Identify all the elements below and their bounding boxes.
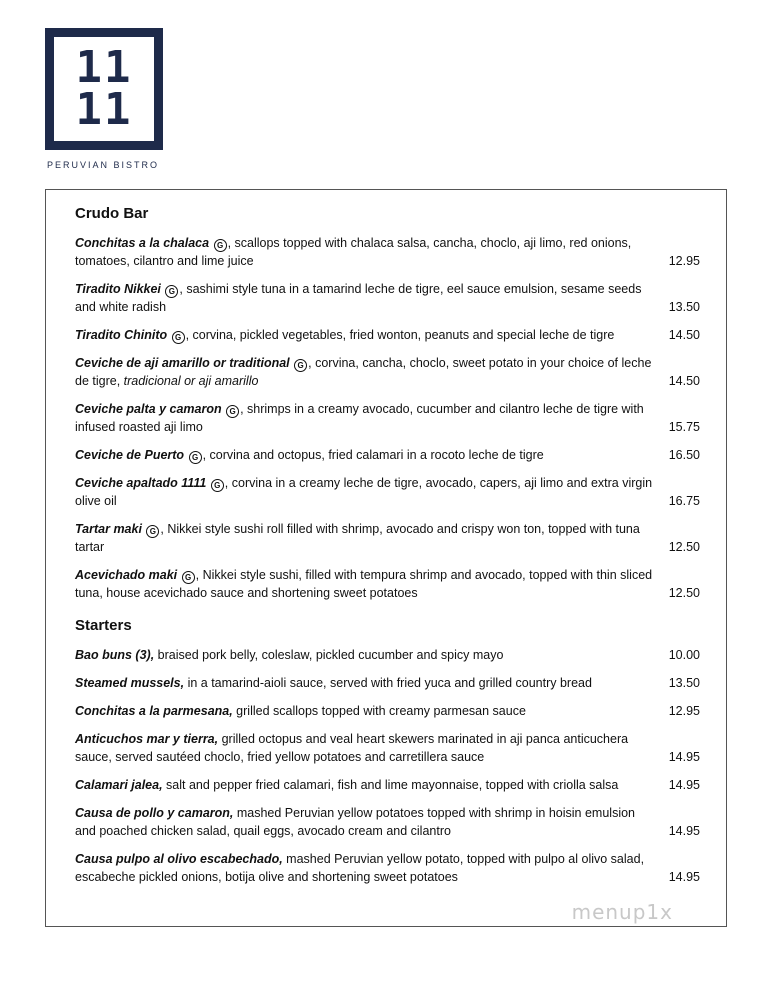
logo-inner [54,37,154,141]
menu-item-name: Ceviche apaltado 1111 [75,476,207,490]
gluten-free-icon: G [172,331,185,344]
menu-item-text [75,474,655,510]
menu-item [75,474,700,510]
menu-item-name: Acevichado maki [75,568,178,582]
menu-item [75,446,700,464]
menu-item-description: , shrimps in a creamy avocado, cucumber and cilantro leche de tigre with infused roasted aji limo [75,402,644,434]
menu-item-description: , corvina, pickled vegetables, fried wonton, peanuts and special leche de tigre [185,328,615,342]
menu-item-text [75,520,655,556]
menu-item-price: 14.50 [668,374,700,388]
menu-item-name: Ceviche de Puerto [75,448,185,462]
menu-box [45,189,727,927]
menu-item-price: 13.50 [668,300,700,314]
menu-item-description: , corvina and octopus, fried calamari in a rocoto leche de tigre [202,448,544,462]
menu-item-description: braised pork belly, coleslaw, pickled cucumber and spicy mayo [154,648,504,662]
logo-line-top: 11 [75,42,133,93]
menu-item-price: 12.95 [668,254,700,268]
menu-item-name: Steamed mussels, [75,676,185,690]
menu-item [75,776,700,794]
menu-item-text [75,326,655,344]
menu-item-description: , scallops topped with chalaca salsa, cancha, choclo, aji limo, red onions, tomatoes, cilantro and lime juice [75,236,632,268]
menu-item-price: 12.50 [668,586,700,600]
gluten-free-icon: G [211,479,224,492]
menu-item-price: 12.95 [668,704,700,718]
menu-item-description: in a tamarind-aioli sauce, served with fried yuca and grilled country bread [184,676,592,690]
menu-item-text [75,446,655,464]
menu-item-price: 14.95 [668,750,700,764]
menu-item-description: , sashimi style tuna in a tamarind leche de tigre, eel sauce emulsion, sesame seeds and white radish [75,282,642,314]
logo-line-bottom: 11 [75,84,133,135]
menu-item-name: Ceviche palta y camaron [75,402,222,416]
menu-item-name: Causa de pollo y camaron, [75,806,234,820]
menu-item-name: Calamari jalea, [75,778,163,792]
gluten-free-icon: G [146,525,159,538]
section-title: Starters [75,617,132,634]
menu-item [75,400,700,436]
watermark: menup1x [571,900,673,924]
menu-item-description: mashed Peruvian yellow potatoes topped with shrimp in hoisin emulsion and poached chicken salad, quail eggs, avocado cream and cilantro [75,806,635,838]
menu-item-price: 14.95 [668,778,700,792]
menu-item-text [75,850,655,886]
menu-item-price: 15.75 [668,420,700,434]
gluten-free-icon: G [189,451,202,464]
menu-item-price: 16.50 [668,448,700,462]
menu-item-name: Causa pulpo al olivo escabechado, [75,852,283,866]
menu-item [75,674,700,692]
menu-item [75,646,700,664]
menu-item-description: , corvina in a creamy leche de tigre, avocado, capers, aji limo and extra virgin olive oil [75,476,653,508]
gluten-free-icon: G [182,571,195,584]
menu-item [75,804,700,840]
menu-item-name: Anticuchos mar y tierra, [75,732,219,746]
menu-item [75,520,700,556]
gluten-free-icon: G [226,405,239,418]
menu-item [75,326,700,344]
menu-item-description: salt and pepper fried calamari, fish and lime mayonnaise, topped with criolla salsa [162,778,619,792]
menu-item-text [75,234,655,270]
menu-item-description: , Nikkei style sushi roll filled with shrimp, avocado and crispy won ton, topped with tuna tartar [75,522,640,554]
menu-item-text [75,702,655,720]
menu-item-price: 12.50 [668,540,700,554]
menu-item-description: grilled scallops topped with creamy parmesan sauce [232,704,526,718]
menu-item [75,850,700,886]
menu-item-text [75,400,655,436]
menu-item-name: Tartar maki [75,522,142,536]
menu-item-text [75,566,655,602]
menu-item-price: 10.00 [668,648,700,662]
logo [45,28,163,150]
menu-item-name: Bao buns (3), [75,648,155,662]
menu-item-description: mashed Peruvian yellow potato, topped with pulpo al olivo salad, escabeche pickled onions, botija olive and shortening sweet potatoes [75,852,645,884]
menu-item [75,566,700,602]
menu-item [75,280,700,316]
menu-item [75,354,700,390]
menu-item [75,702,700,720]
menu-item-text [75,646,655,664]
menu-item-description: , Nikkei style sushi, filled with tempura shrimp and avocado, topped with thin sliced tuna, house acevichado sauce and shortening sweet potatoes [75,568,653,600]
tagline: PERUVIAN BISTRO [47,160,160,170]
menu-item-price: 14.50 [668,328,700,342]
menu-item-name: Conchitas a la chalaca [75,236,210,250]
gluten-free-icon: G [294,359,307,372]
menu-item-name: Tiradito Chinito [75,328,168,342]
menu-item-text [75,730,655,766]
menu-item-price: 14.95 [668,870,700,884]
menu-item [75,234,700,270]
menu-item-name: Conchitas a la parmesana, [75,704,233,718]
menu-item-text [75,280,655,316]
menu-item-description: , corvina, cancha, choclo, sweet potato in your choice of leche de tigre, [75,356,652,388]
menu-item-text [75,674,655,692]
menu-item-price: 13.50 [668,676,700,690]
section-title: Crudo Bar [75,205,149,222]
menu-item-text [75,804,655,840]
menu-item-description: grilled octopus and veal heart skewers marinated in aji panca anticuchera sauce, served sautéed choclo, fried yellow potatoes and carretillera sauce [75,732,629,764]
menu-item-name: Tiradito Nikkei [75,282,161,296]
menu-item-description-italic: tradicional or aji amarillo [123,374,259,388]
menu-content [75,204,700,896]
menu-item-text [75,776,655,794]
menu-item [75,730,700,766]
gluten-free-icon: G [214,239,227,252]
gluten-free-icon: G [165,285,178,298]
menu-item-text [75,354,655,390]
menu-item-price: 14.95 [668,824,700,838]
menu-item-name: Ceviche de aji amarillo or traditional [75,356,290,370]
menu-item-price: 16.75 [668,494,700,508]
